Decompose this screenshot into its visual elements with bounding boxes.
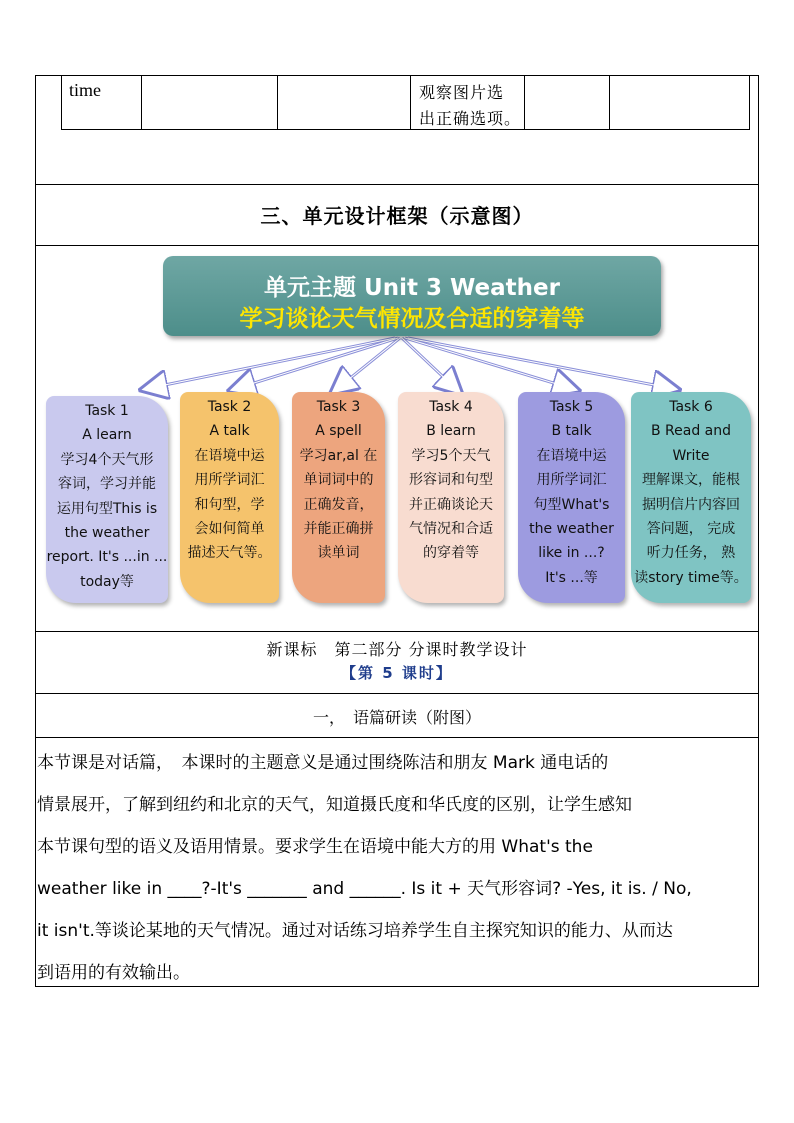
task-1-line-3: 学习4个天气形: [60, 451, 154, 468]
task-card-5: [518, 392, 625, 603]
task-6-line-5: 据明信片内容回: [642, 496, 740, 513]
task-2-line-6: 会如何简单: [194, 521, 265, 538]
task-6-line-3: Write: [672, 447, 710, 464]
task-2-line-3: 在语境中运: [194, 447, 265, 464]
unit-theme-banner: [163, 256, 661, 336]
task-5-line-1: Task 5: [549, 399, 594, 415]
task-4-line-6: 气情况和合适: [409, 521, 493, 538]
discourse-analysis-heading: 一， 语篇研读（附图）: [312, 708, 481, 727]
task-6-line-2: B Read and: [650, 423, 732, 440]
task-5-line-8: It's ...等: [545, 569, 598, 586]
task-3-line-2: A spell: [315, 423, 362, 440]
task-4-line-2: B learn: [426, 423, 476, 440]
task-2-line-7: 描述天气等。: [187, 545, 272, 562]
task-2-line-4: 用所学词汇: [194, 472, 265, 489]
lesson-number: 【第 5 课时】: [341, 664, 453, 682]
task-card-4: [398, 392, 504, 603]
task-5-line-6: the weather: [529, 521, 614, 538]
connector-arrows: [0, 0, 794, 420]
task-1-line-8: today等: [80, 573, 134, 590]
task-5-line-3: 在语境中运: [536, 447, 607, 464]
observe-line-2: 出正确选项。: [419, 109, 522, 128]
observe-line-1: 观察图片选: [419, 83, 505, 102]
task-5-line-7: like in ...?: [538, 545, 605, 562]
task-card-3: [292, 392, 385, 603]
task-4-line-5: 并正确谈论天: [409, 496, 493, 513]
task-3-line-5: 正确发音，: [303, 496, 374, 513]
paragraph-line-3: 本节课句型的语义及语用情景。要求学生在语境中能大方的用 What's the: [37, 837, 593, 857]
task-2-line-5: 和句型，学: [194, 496, 265, 513]
task-4-line-3: 学习5个天气: [411, 447, 491, 464]
task-card-1: [46, 396, 168, 603]
task-3-line-4: 单词词中的: [303, 472, 374, 489]
divider: [35, 737, 759, 738]
task-1-line-7: report. It's ...in ...: [46, 549, 168, 566]
paragraph-line-2: 情景展开，了解到纽约和北京的天气，知道摄氏度和华氏度的区别，让学生感知: [37, 795, 632, 815]
divider: [35, 631, 759, 632]
task-5-line-4: 用所学词汇: [536, 472, 607, 489]
paragraph-line-6: 到语用的有效输出。: [37, 963, 190, 983]
task-3-line-1: Task 3: [316, 399, 361, 415]
task-2-line-2: A talk: [209, 423, 250, 440]
banner-title: 单元主题 Unit 3 Weather: [264, 275, 560, 301]
task-5-line-2: B talk: [551, 423, 592, 440]
task-2-line-1: Task 2: [207, 399, 252, 415]
table-cell-time: time: [69, 80, 101, 100]
task-card-2: [180, 392, 279, 603]
divider: [35, 693, 759, 694]
banner-subtitle: 学习谈论天气情况及合适的穿着等: [239, 306, 585, 332]
task-4-line-7: 的穿着等: [423, 545, 479, 562]
task-1-line-2: A learn: [82, 427, 132, 444]
task-3-line-3: 学习ar,al 在: [299, 447, 378, 464]
task-6-line-4: 理解课文，能根: [642, 472, 740, 489]
paragraph-line-1: 本节课是对话篇， 本课时的主题意义是通过围绕陈洁和朋友 Mark 通电话的: [37, 753, 609, 773]
task-6-line-8: 读story time等。: [634, 569, 748, 586]
task-1-line-4: 容词，学习并能: [58, 476, 156, 493]
analysis-paragraph: [37, 742, 757, 994]
task-3-line-6: 并能正确拼: [303, 521, 374, 538]
task-1-line-1: Task 1: [85, 403, 129, 419]
task-card-6: [631, 392, 751, 603]
task-6-line-7: 听力任务， 熟: [646, 545, 736, 562]
task-6-line-6: 答问题， 完成: [646, 521, 736, 538]
section-title: 三、单元设计框架（示意图）: [260, 204, 534, 228]
task-1-line-6: the weather: [64, 525, 150, 542]
curriculum-heading: 新课标 第二部分 分课时教学设计: [266, 640, 528, 659]
paragraph-line-4: weather like in ____?-It's _______ and ______. Is it + 天气形容词? -Yes, it is. / No,: [37, 879, 692, 899]
task-4-line-4: 形容词和句型: [409, 472, 493, 489]
task-5-line-5: 句型What's: [533, 496, 610, 513]
paragraph-line-5: it isn't.等谈论某地的天气情况。通过对话练习培养学生自主探究知识的能力、从而达: [37, 921, 673, 941]
task-3-line-7: 读单词: [317, 545, 360, 562]
task-1-line-5: 运用句型This is: [56, 500, 158, 517]
task-4-line-1: Task 4: [429, 399, 473, 415]
task-6-line-1: Task 6: [669, 399, 713, 415]
